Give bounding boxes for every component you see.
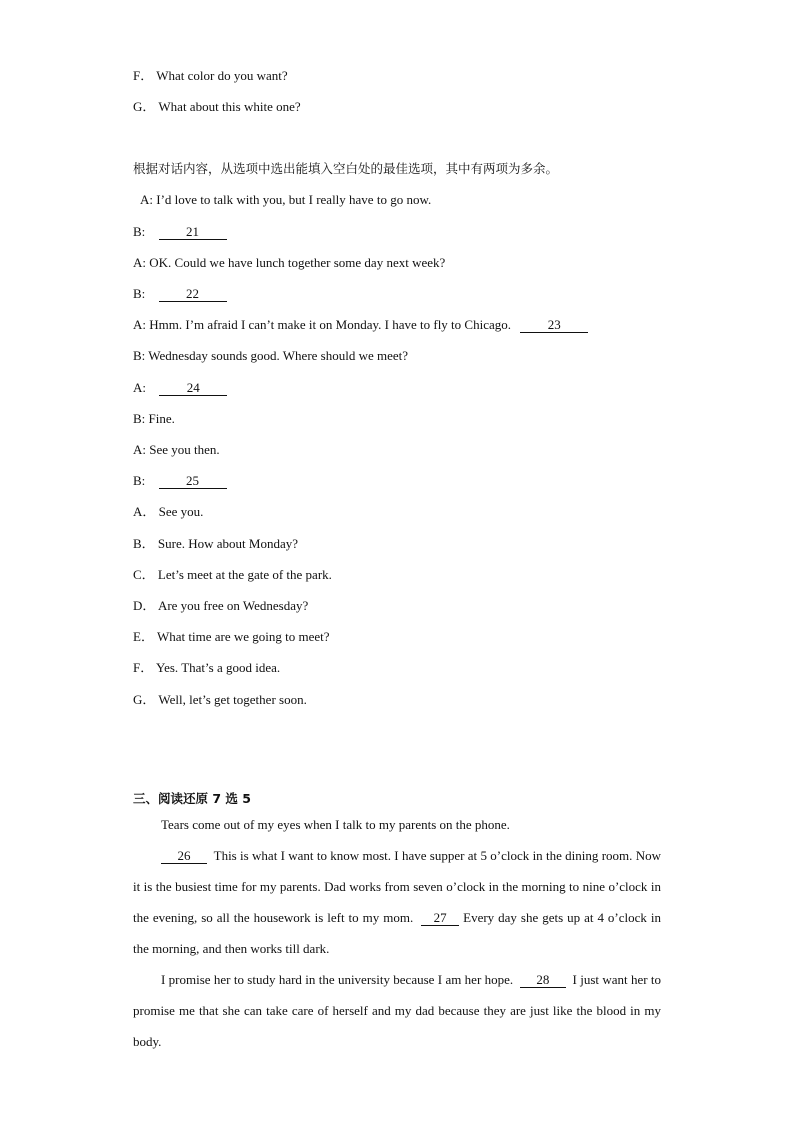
option-text: Let’s meet at the gate of the park. xyxy=(157,567,332,582)
reading-passage xyxy=(133,809,661,1057)
option-letter: G． xyxy=(133,99,156,114)
speaker: B: xyxy=(133,224,146,239)
option-letter: C． xyxy=(133,567,155,582)
option-text: Are you free on Wednesday? xyxy=(157,598,309,613)
blank-21[interactable]: 21 xyxy=(159,225,227,240)
speaker: B: xyxy=(133,473,146,488)
option-text: Sure. How about Monday? xyxy=(157,536,299,551)
dialogue-line-7 xyxy=(133,380,227,396)
dialogue-line-8: B: Fine. xyxy=(133,411,175,426)
dialogue-line-5 xyxy=(133,317,588,333)
option-letter: G． xyxy=(133,692,156,707)
option-f xyxy=(133,68,288,84)
blank-25[interactable]: 25 xyxy=(159,474,227,489)
option-g xyxy=(133,99,301,115)
blank-28[interactable]: 28 xyxy=(520,973,566,988)
paragraph-2-text: This is what I want to know most. I have supper at 5 o’clock in the dining room. Now it is the busiest time for my parents. Dad works from seven o’clock in the morning to nine o’clock in the evening, so all the housework is left to my mom. xyxy=(133,848,661,925)
option-letter: B． xyxy=(133,536,155,551)
option-d xyxy=(133,598,308,614)
option-b xyxy=(133,536,298,552)
paragraph-2 xyxy=(133,840,661,964)
dialogue-line-2 xyxy=(133,224,227,240)
instruction: 根据对话内容，从选项中选出能填入空白处的最佳选项，其中有两项为多余。 xyxy=(133,161,559,176)
blank-23[interactable]: 23 xyxy=(520,318,588,333)
dialogue-line-4 xyxy=(133,286,227,302)
paragraph-3-end: I just want her to promise me that she can take care of herself and my dad because they are just like the blood in my body. xyxy=(133,972,662,1049)
option-letter: D． xyxy=(133,598,156,613)
speaker: B: xyxy=(133,286,146,301)
dialogue-line-1: A: I’d love to talk with you, but I really have to go now. xyxy=(140,192,432,207)
blank-27[interactable]: 27 xyxy=(421,911,459,926)
dialogue-line-6: B: Wednesday sounds good. Where should we meet? xyxy=(133,348,409,363)
option-letter: A． xyxy=(133,504,156,519)
dialogue-line-10 xyxy=(133,473,227,489)
section-heading: 三、阅读还原 7 选 5 xyxy=(133,791,251,806)
option-letter: F． xyxy=(133,660,154,675)
blank-24[interactable]: 24 xyxy=(159,381,227,396)
option-e xyxy=(133,629,330,645)
option-text: Yes. That’s a good idea. xyxy=(156,660,281,675)
dialogue-line-3: A: OK. Could we have lunch together some day next week? xyxy=(133,255,446,270)
paragraph-1: Tears come out of my eyes when I talk to my parents on the phone. xyxy=(161,817,510,832)
option-g2 xyxy=(133,692,307,708)
option-a xyxy=(133,504,203,520)
option-text: What time are we going to meet? xyxy=(156,629,330,644)
option-text: Well, let’s get together soon. xyxy=(158,692,307,707)
speaker: A: xyxy=(133,380,146,395)
option-text: What about this white one? xyxy=(158,99,301,114)
option-text: What color do you want? xyxy=(156,68,288,83)
blank-26[interactable]: 26 xyxy=(161,849,207,864)
paragraph-3 xyxy=(133,964,661,1057)
option-letter: E． xyxy=(133,629,154,644)
paragraph-3-start: I promise her to study hard in the university because I am her hope. xyxy=(161,972,514,987)
blank-22[interactable]: 22 xyxy=(159,287,227,302)
dialogue-line-9: A: See you then. xyxy=(133,442,220,457)
option-text: See you. xyxy=(158,504,204,519)
paragraph-2-end: Every day she gets up at 4 o’clock in the morning, and then works till dark. xyxy=(133,910,661,956)
dialogue-text: A: Hmm. I’m afraid I can’t make it on Monday. I have to fly to Chicago. xyxy=(133,317,511,332)
option-letter: F． xyxy=(133,68,154,83)
option-c xyxy=(133,567,332,583)
option-f2 xyxy=(133,660,280,676)
